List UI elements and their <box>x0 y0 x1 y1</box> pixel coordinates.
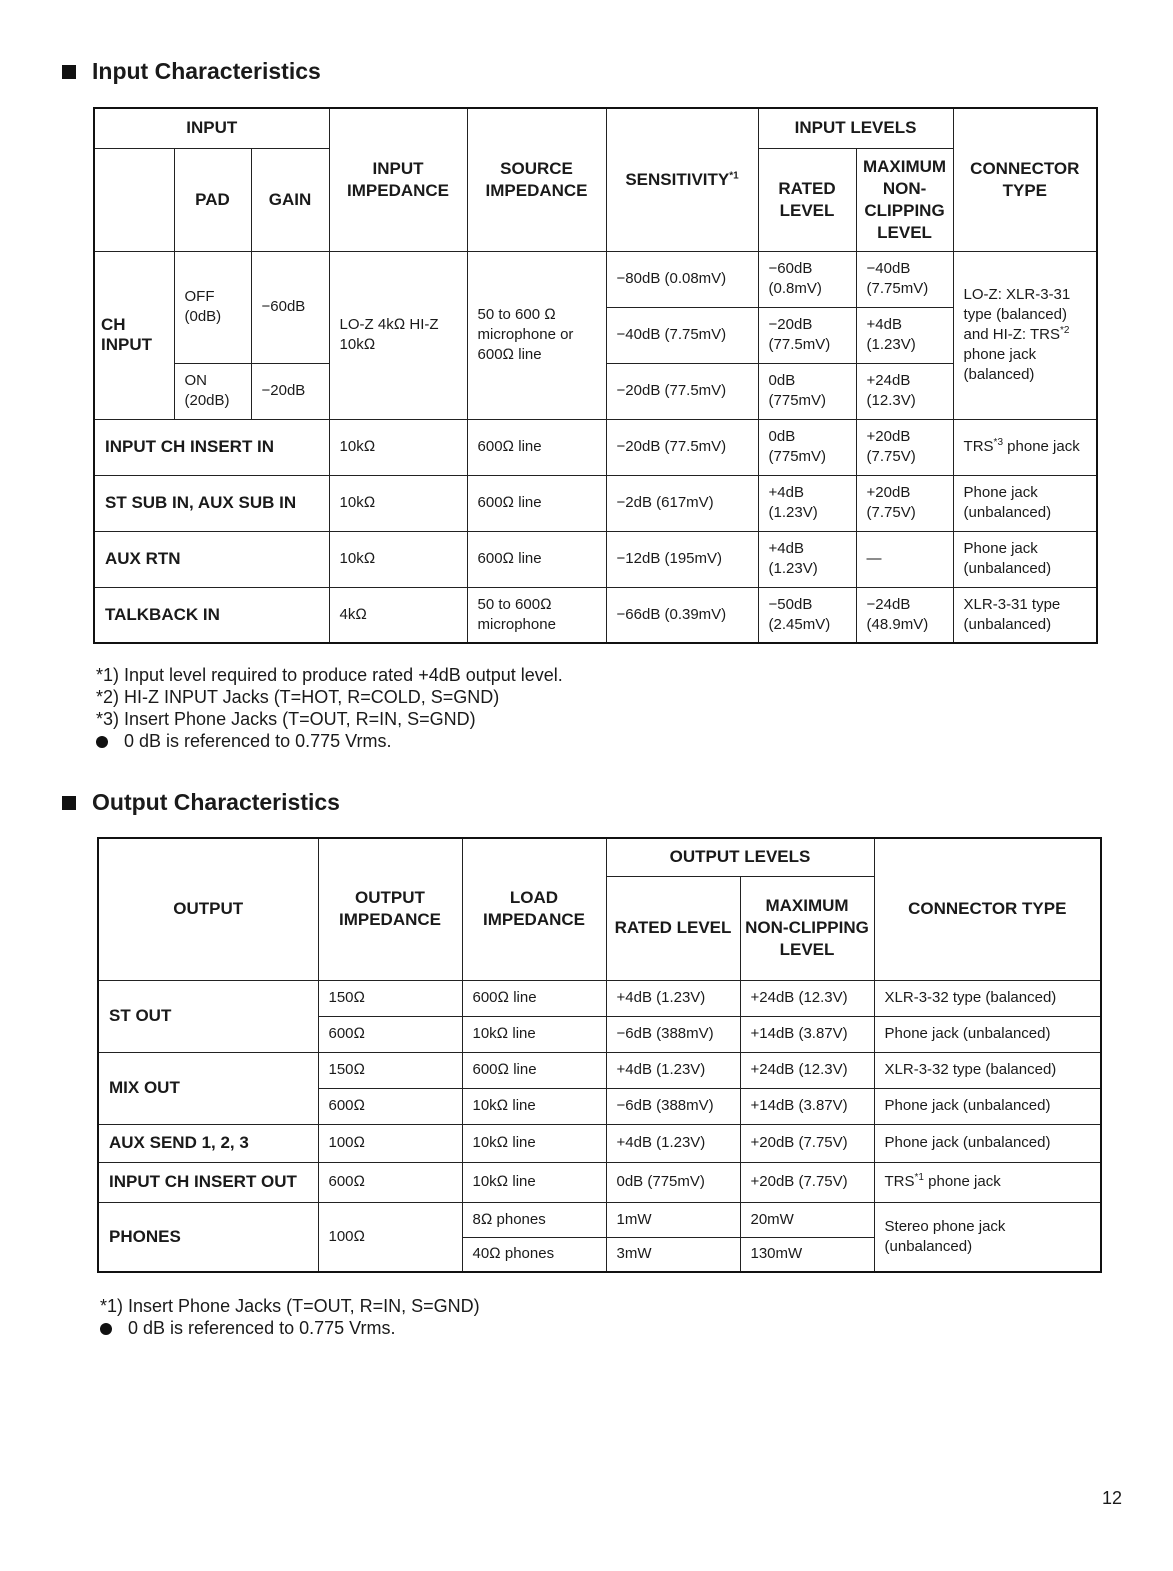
ch-max-3: +24dB (12.3V) <box>856 363 953 419</box>
pad-off: OFF (0dB) <box>174 251 251 363</box>
phones-label: PHONES <box>98 1202 318 1272</box>
footnote: *3) Insert Phone Jacks (T=OUT, R=IN, S=GND) <box>96 709 476 729</box>
header-sensitivity: SENSITIVITY$^{*1}$ <box>606 108 758 251</box>
square-bullet-icon <box>62 65 76 79</box>
st-out-label: ST OUT <box>98 980 318 1052</box>
output-footnotes <box>100 1295 480 1339</box>
header-rated-level: RATED LEVEL <box>758 148 856 251</box>
table-row: ST SUB IN, AUX SUB IN 10kΩ 600Ω line −2dB (617mV) +4dB (1.23V) +20dB (7.75V) Phone jack (unbalanced) <box>94 475 1097 531</box>
output-characteristics-table: OUTPUT OUTPUT IMPEDANCE LOAD IMPEDANCE OUTPUT LEVELS CONNECTOR TYPE RATED LEVEL MAXIMUM NON-CLIPPING LEVEL ST OUT 150Ω 600Ω line +4dB (1.23V) +24dB (12.3V) XLR-3-32 type (balanced) 600Ω 10kΩ line −6dB (388mV) +14dB (3.87V) Phone jack (unbalanced) MIX OUT 150Ω 600Ω line +4dB (1.23V) +24dB (12.3V) XLR-3-32 type (balanced) 600Ω 10kΩ line −6dB (388mV) +14dB (3.87V) Phone jack (unbalanced) AUX SEND 1, 2, 3 100Ω 10kΩ line +4dB (1.23V) +20dB (7.75V) Phone jack (unbalanced) INPUT CH INSERT OUT 600Ω 10kΩ line 0dB (775mV) +20dB (7.75V) TRS$^{*1}$ phone jack PHONES 100Ω 8Ω phones 1mW 20mW Stereo phone jack (unbalanced) 40Ω phones 3mW 130mW <box>97 837 1102 1273</box>
header-connector-type: CONNECTOR TYPE <box>874 838 1101 980</box>
square-bullet-icon <box>62 796 76 810</box>
header-load-impedance: LOAD IMPEDANCE <box>462 838 606 980</box>
header-input: INPUT <box>94 108 329 148</box>
section-title: Input Characteristics <box>92 58 321 84</box>
output-characteristics-heading <box>62 789 340 816</box>
header-connector-type: CONNECTOR TYPE <box>953 108 1097 251</box>
header-source-impedance: SOURCE IMPEDANCE <box>467 108 606 251</box>
table-row: INPUT CH INSERT IN 10kΩ 600Ω line −20dB (77.5mV) 0dB (775mV) +20dB (7.75V) TRS$^{*3}$ phone jack <box>94 419 1097 475</box>
input-characteristics-heading <box>62 58 321 85</box>
table-row: AUX SEND 1, 2, 3 100Ω 10kΩ line +4dB (1.23V) +20dB (7.75V) Phone jack (unbalanced) <box>98 1124 1101 1162</box>
header-input-impedance: INPUT IMPEDANCE <box>329 108 467 251</box>
table-row: AUX RTN 10kΩ 600Ω line −12dB (195mV) +4dB (1.23V) — Phone jack (unbalanced) <box>94 531 1097 587</box>
header-rated-level: RATED LEVEL <box>606 876 740 980</box>
pad-on: ON (20dB) <box>174 363 251 419</box>
ch-rated-3: 0dB (775mV) <box>758 363 856 419</box>
ch-input-label: CH INPUT <box>94 251 174 419</box>
footnote: *1) Insert Phone Jacks (T=OUT, R=IN, S=GND) <box>100 1296 480 1316</box>
footnote: *2) HI-Z INPUT Jacks (T=HOT, R=COLD, S=GND) <box>96 687 500 707</box>
footnote: *1) Input level required to produce rated +4dB output level. <box>96 665 563 685</box>
ch-input-impedance: LO-Z 4kΩ HI-Z 10kΩ <box>329 251 467 419</box>
ch-rated-2: −20dB (77.5mV) <box>758 307 856 363</box>
ch-max-2: +4dB (1.23V) <box>856 307 953 363</box>
table-row: TALKBACK IN 4kΩ 50 to 600Ω microphone −66dB (0.39mV) −50dB (2.45mV) −24dB (48.9mV) XLR-3-31 type (unbalanced) <box>94 587 1097 643</box>
bullet-note: 0 dB is referenced to 0.775 Vrms. <box>100 1317 480 1339</box>
gain-on: −20dB <box>251 363 329 419</box>
bullet-note: 0 dB is referenced to 0.775 Vrms. <box>96 730 563 752</box>
ch-sensitivity-2: −40dB (7.75mV) <box>606 307 758 363</box>
mix-out-label: MIX OUT <box>98 1052 318 1124</box>
input-characteristics-table <box>93 107 1098 644</box>
header-max-level: MAXIMUM NON-CLIPPING LEVEL <box>740 876 874 980</box>
header-output-impedance: OUTPUT IMPEDANCE <box>318 838 462 980</box>
section-title: Output Characteristics <box>92 789 340 815</box>
bullet-dot-icon <box>100 1323 112 1335</box>
gain-off: −60dB <box>251 251 329 363</box>
header-output: OUTPUT <box>98 838 318 980</box>
ch-sensitivity-1: −80dB (0.08mV) <box>606 251 758 307</box>
header-input-levels: INPUT LEVELS <box>758 108 953 148</box>
ch-rated-1: −60dB (0.8mV) <box>758 251 856 307</box>
header-pad: PAD <box>174 148 251 251</box>
input-footnotes <box>96 664 563 752</box>
header-output-levels: OUTPUT LEVELS <box>606 838 874 876</box>
header-max-level: MAXIMUM NON-CLIPPING LEVEL <box>856 148 953 251</box>
ch-source-impedance: 50 to 600 Ω microphone or 600Ω line <box>467 251 606 419</box>
header-gain: GAIN <box>251 148 329 251</box>
table-row: INPUT CH INSERT OUT 600Ω 10kΩ line 0dB (775mV) +20dB (7.75V) TRS$^{*1}$ phone jack <box>98 1162 1101 1202</box>
ch-max-1: −40dB (7.75mV) <box>856 251 953 307</box>
page-number: 12 <box>1102 1488 1123 1508</box>
ch-connector-type: LO-Z: XLR-3-31 type (balanced) and HI-Z: TRS$^{*2}$ phone jack (balanced) <box>953 251 1097 419</box>
bullet-dot-icon <box>96 736 108 748</box>
ch-sensitivity-3: −20dB (77.5mV) <box>606 363 758 419</box>
